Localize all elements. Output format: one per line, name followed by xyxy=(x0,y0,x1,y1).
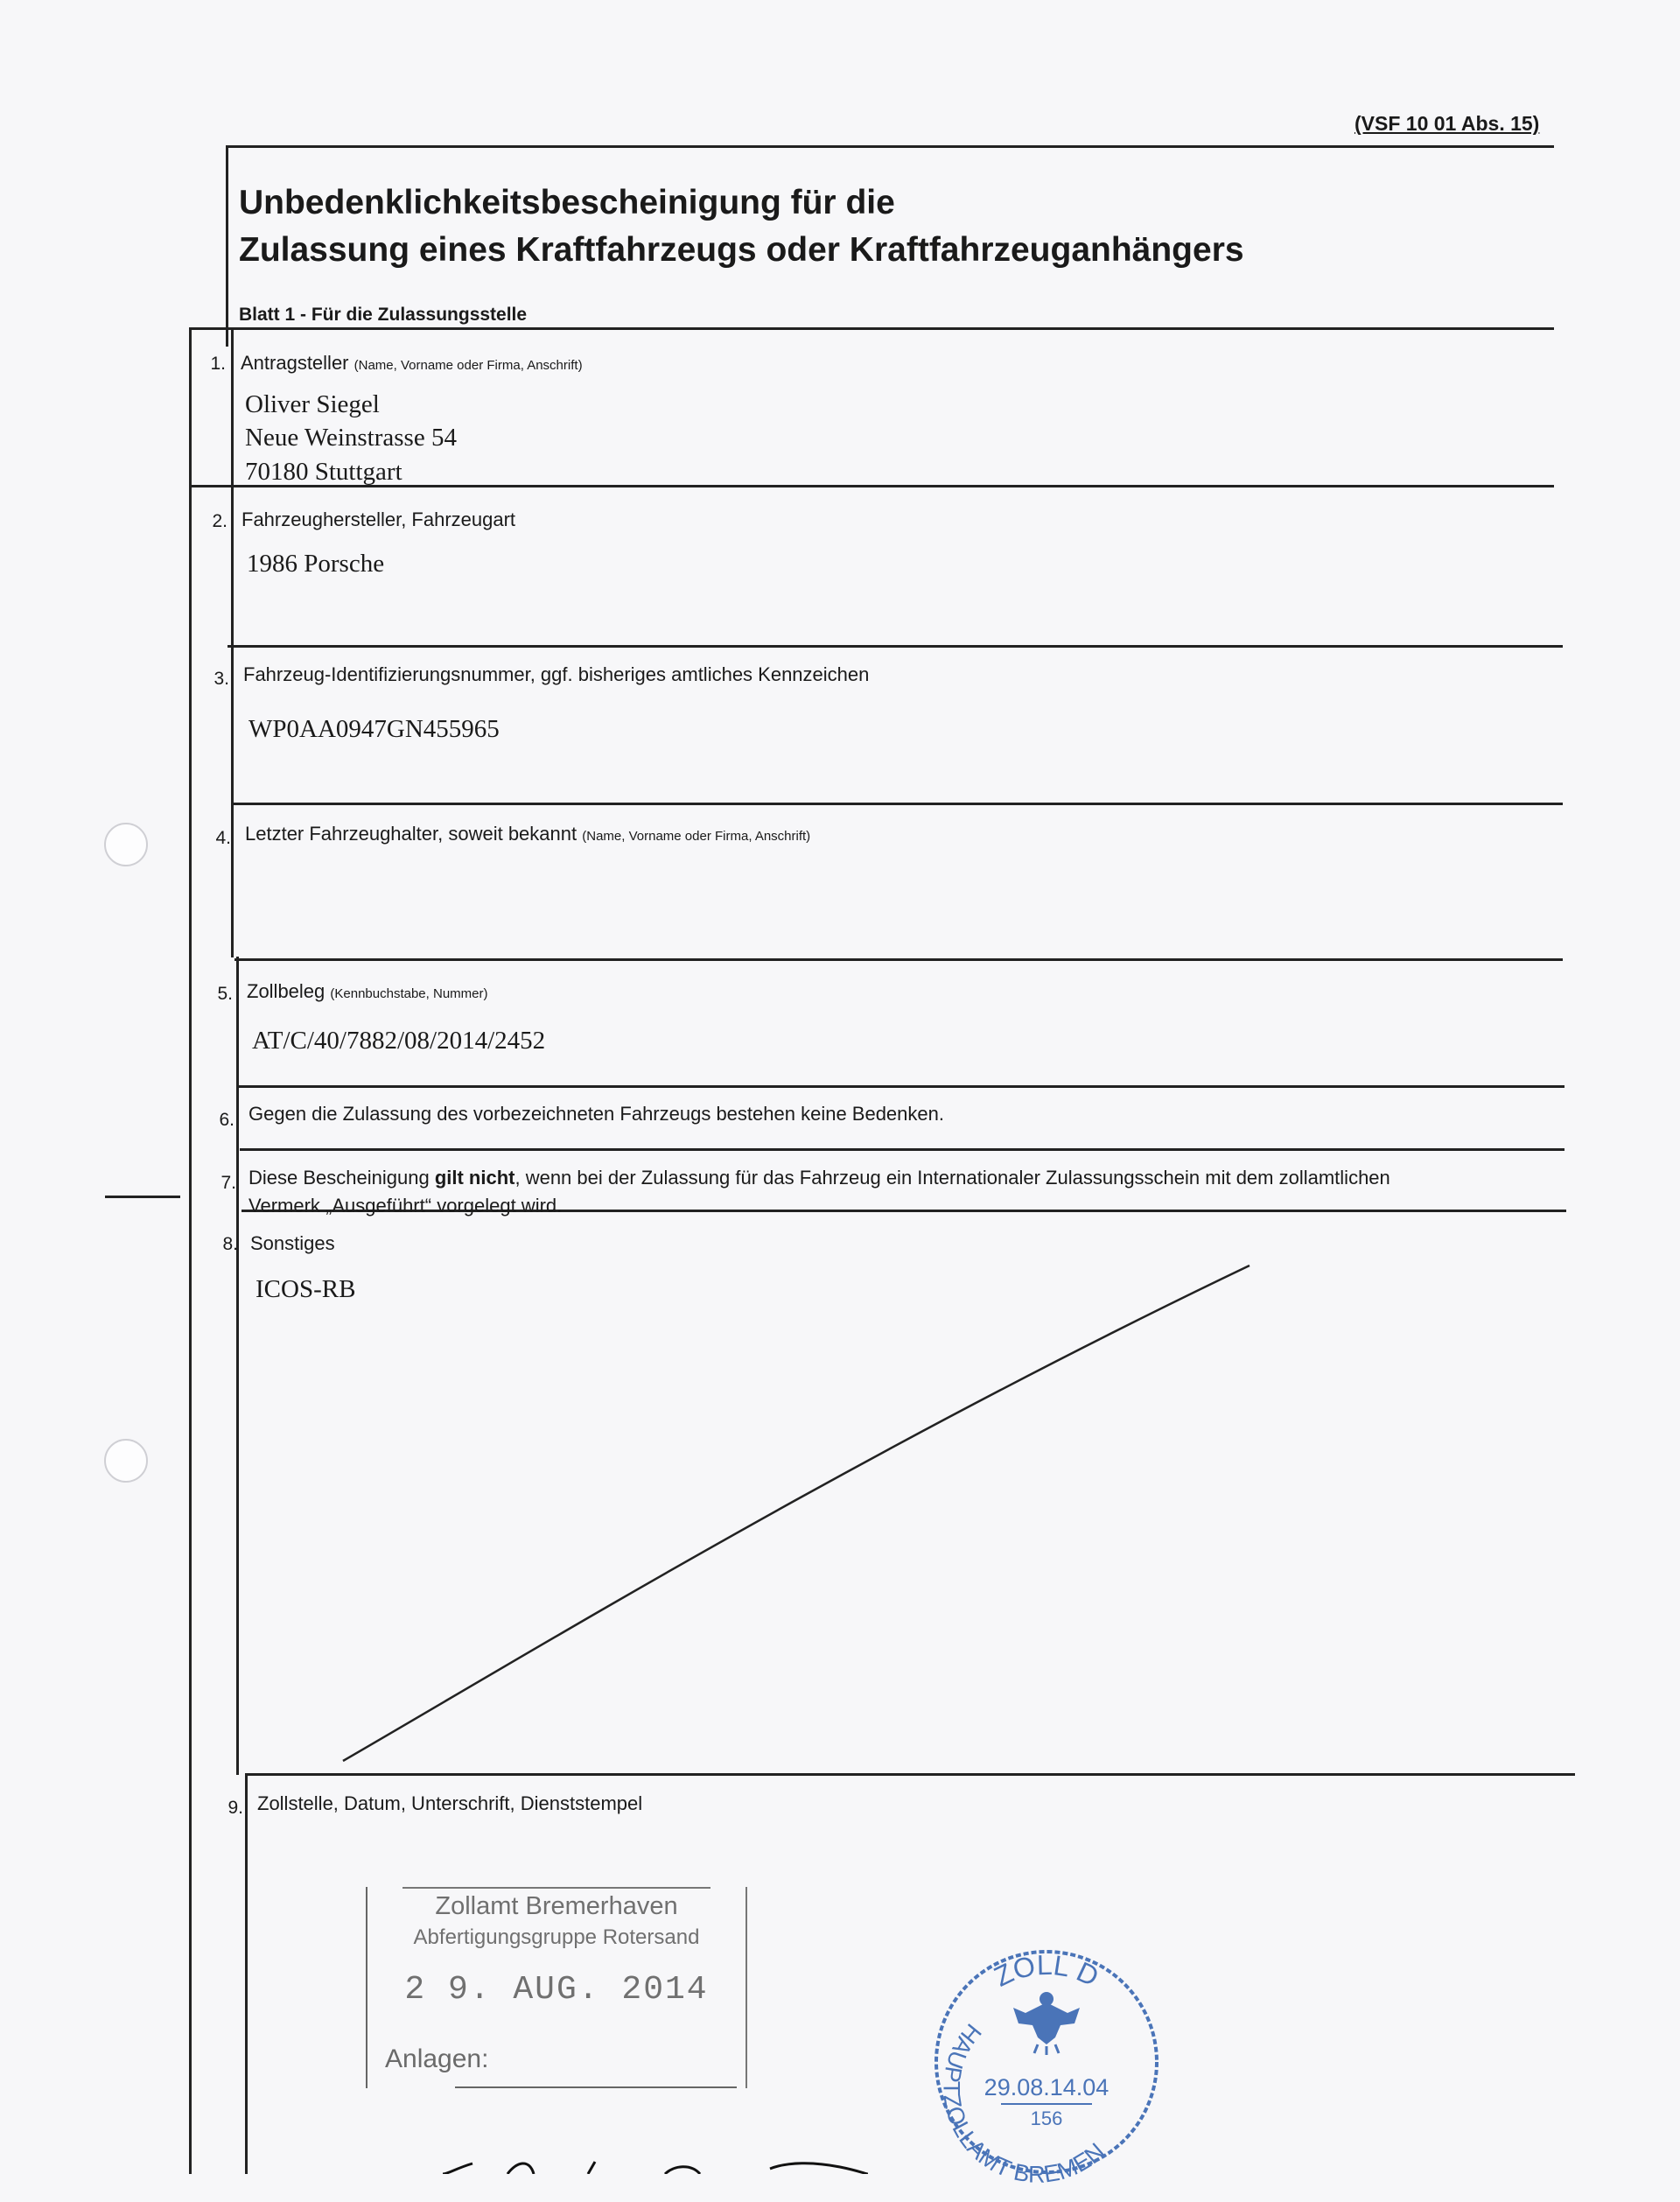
field-validity-note: Diese Bescheinigung gilt nicht, wenn bei der Zulassung für das Fahrzeug ein Internationaler Zulassungsschein mit dem zollamtlichen Vermerk „Ausgeführt“ vorgelegt wird. xyxy=(248,1164,1390,1220)
vehicle-vin: WP0AA0947GN455965 xyxy=(248,715,500,743)
rule-6 xyxy=(240,1148,1564,1151)
rule-3 xyxy=(231,803,1563,805)
rule-5 xyxy=(236,1085,1564,1088)
vehicle-manufacturer: 1986 Porsche xyxy=(247,550,385,578)
applicant-street: Neue Weinstrasse 54 xyxy=(245,424,457,452)
field-hint: (Name, Vorname oder Firma, Anschrift) xyxy=(582,829,811,844)
number-column-right-1 xyxy=(231,327,234,957)
rule-8 xyxy=(247,1773,1575,1776)
field-number: 5. xyxy=(217,984,233,1004)
field-number: 4. xyxy=(215,828,231,848)
field-number: 1. xyxy=(210,354,226,374)
field-label-customs-document: Zollbeleg (Kennbuchstabe, Nummer) xyxy=(247,980,488,1002)
applicant-name: Oliver Siegel xyxy=(245,390,380,418)
field-hint: (Kennbuchstabe, Nummer) xyxy=(330,986,488,1001)
validity-note-line-2: Vermerk „Ausgeführt“ vorgelegt wird. xyxy=(248,1195,563,1217)
punch-hole-upper xyxy=(104,823,148,866)
applicant-city: 70180 Stuttgart xyxy=(245,458,402,486)
rule-2 xyxy=(228,645,1563,648)
field-label-last-owner: Letzter Fahrzeughalter, soweit bekannt (Name, Vorname oder Firma, Anschrift) xyxy=(245,823,811,845)
strike-through-line xyxy=(343,1266,1250,1761)
other-value: ICOS-RB xyxy=(256,1275,356,1303)
form-reference: (VSF 10 01 Abs. 15) xyxy=(1354,112,1540,135)
title-line-1: Unbedenklichkeitsbescheinigung für die xyxy=(239,184,895,221)
field-number: 2. xyxy=(212,511,228,531)
punch-hole-lower xyxy=(104,1439,148,1483)
customs-seal xyxy=(906,1922,1186,2202)
field-label-applicant: Antragsteller (Name, Vorname oder Firma, Anschrift) xyxy=(241,352,583,374)
customs-document-number: AT/C/40/7882/08/2014/2452 xyxy=(252,1027,546,1055)
field-hint: (Name, Vorname oder Firma, Anschrift) xyxy=(354,358,583,373)
fold-mark xyxy=(105,1196,180,1198)
field-number: 9. xyxy=(228,1798,243,1818)
seal-top-text: ZOLL D xyxy=(989,1948,1104,1993)
rule-4 xyxy=(234,958,1563,961)
seal-ring-text: HAUPTZOLLAMT BREMEN xyxy=(938,2018,1110,2188)
stamp-date: 2 9. AUG. 2014 xyxy=(404,1971,709,2009)
field-number: 3. xyxy=(214,669,229,689)
stamp-office-name: Zollamt Bremerhaven xyxy=(435,1892,678,1920)
seal-date: 29.08.14.04 xyxy=(984,2074,1110,2100)
number-column-left xyxy=(189,327,192,2174)
stamp-office-group: Abfertigungsgruppe Rotersand xyxy=(413,1925,700,1949)
field-no-objection-statement: Gegen die Zulassung des vorbezeichneten Fahrzeugs bestehen keine Bedenken. xyxy=(248,1103,944,1125)
stamp-attachments-label: Anlagen: xyxy=(385,2044,489,2073)
form-title xyxy=(239,179,1244,274)
title-line-2: Zulassung eines Kraftfahrzeugs oder Kraftfahrzeuganhängers xyxy=(239,231,1244,269)
frame-top-border xyxy=(226,145,1554,148)
frame-left-border xyxy=(226,145,228,347)
field-number: 8. xyxy=(222,1234,238,1254)
number-column-right-2 xyxy=(236,957,239,1775)
field-number: 6. xyxy=(219,1110,234,1130)
office-stamp xyxy=(366,1887,747,2088)
field-label-customs-office: Zollstelle, Datum, Unterschrift, Dienststempel xyxy=(257,1792,643,1814)
handwritten-signature xyxy=(443,2162,868,2174)
field-label-vin: Fahrzeug-Identifizierungsnummer, ggf. bisheriges amtliches Kennzeichen xyxy=(243,663,870,685)
field-label-manufacturer: Fahrzeughersteller, Fahrzeugart xyxy=(242,508,516,530)
field-label-other: Sonstiges xyxy=(250,1232,335,1254)
rule-0 xyxy=(189,327,1554,330)
eagle-emblem-icon xyxy=(1013,1992,1080,2055)
field-number: 7. xyxy=(220,1173,236,1193)
number-column-right-3 xyxy=(245,1773,248,2174)
seal-code: 156 xyxy=(1030,2107,1063,2129)
sheet-label: Blatt 1 - Für die Zulassungsstelle xyxy=(239,305,528,325)
